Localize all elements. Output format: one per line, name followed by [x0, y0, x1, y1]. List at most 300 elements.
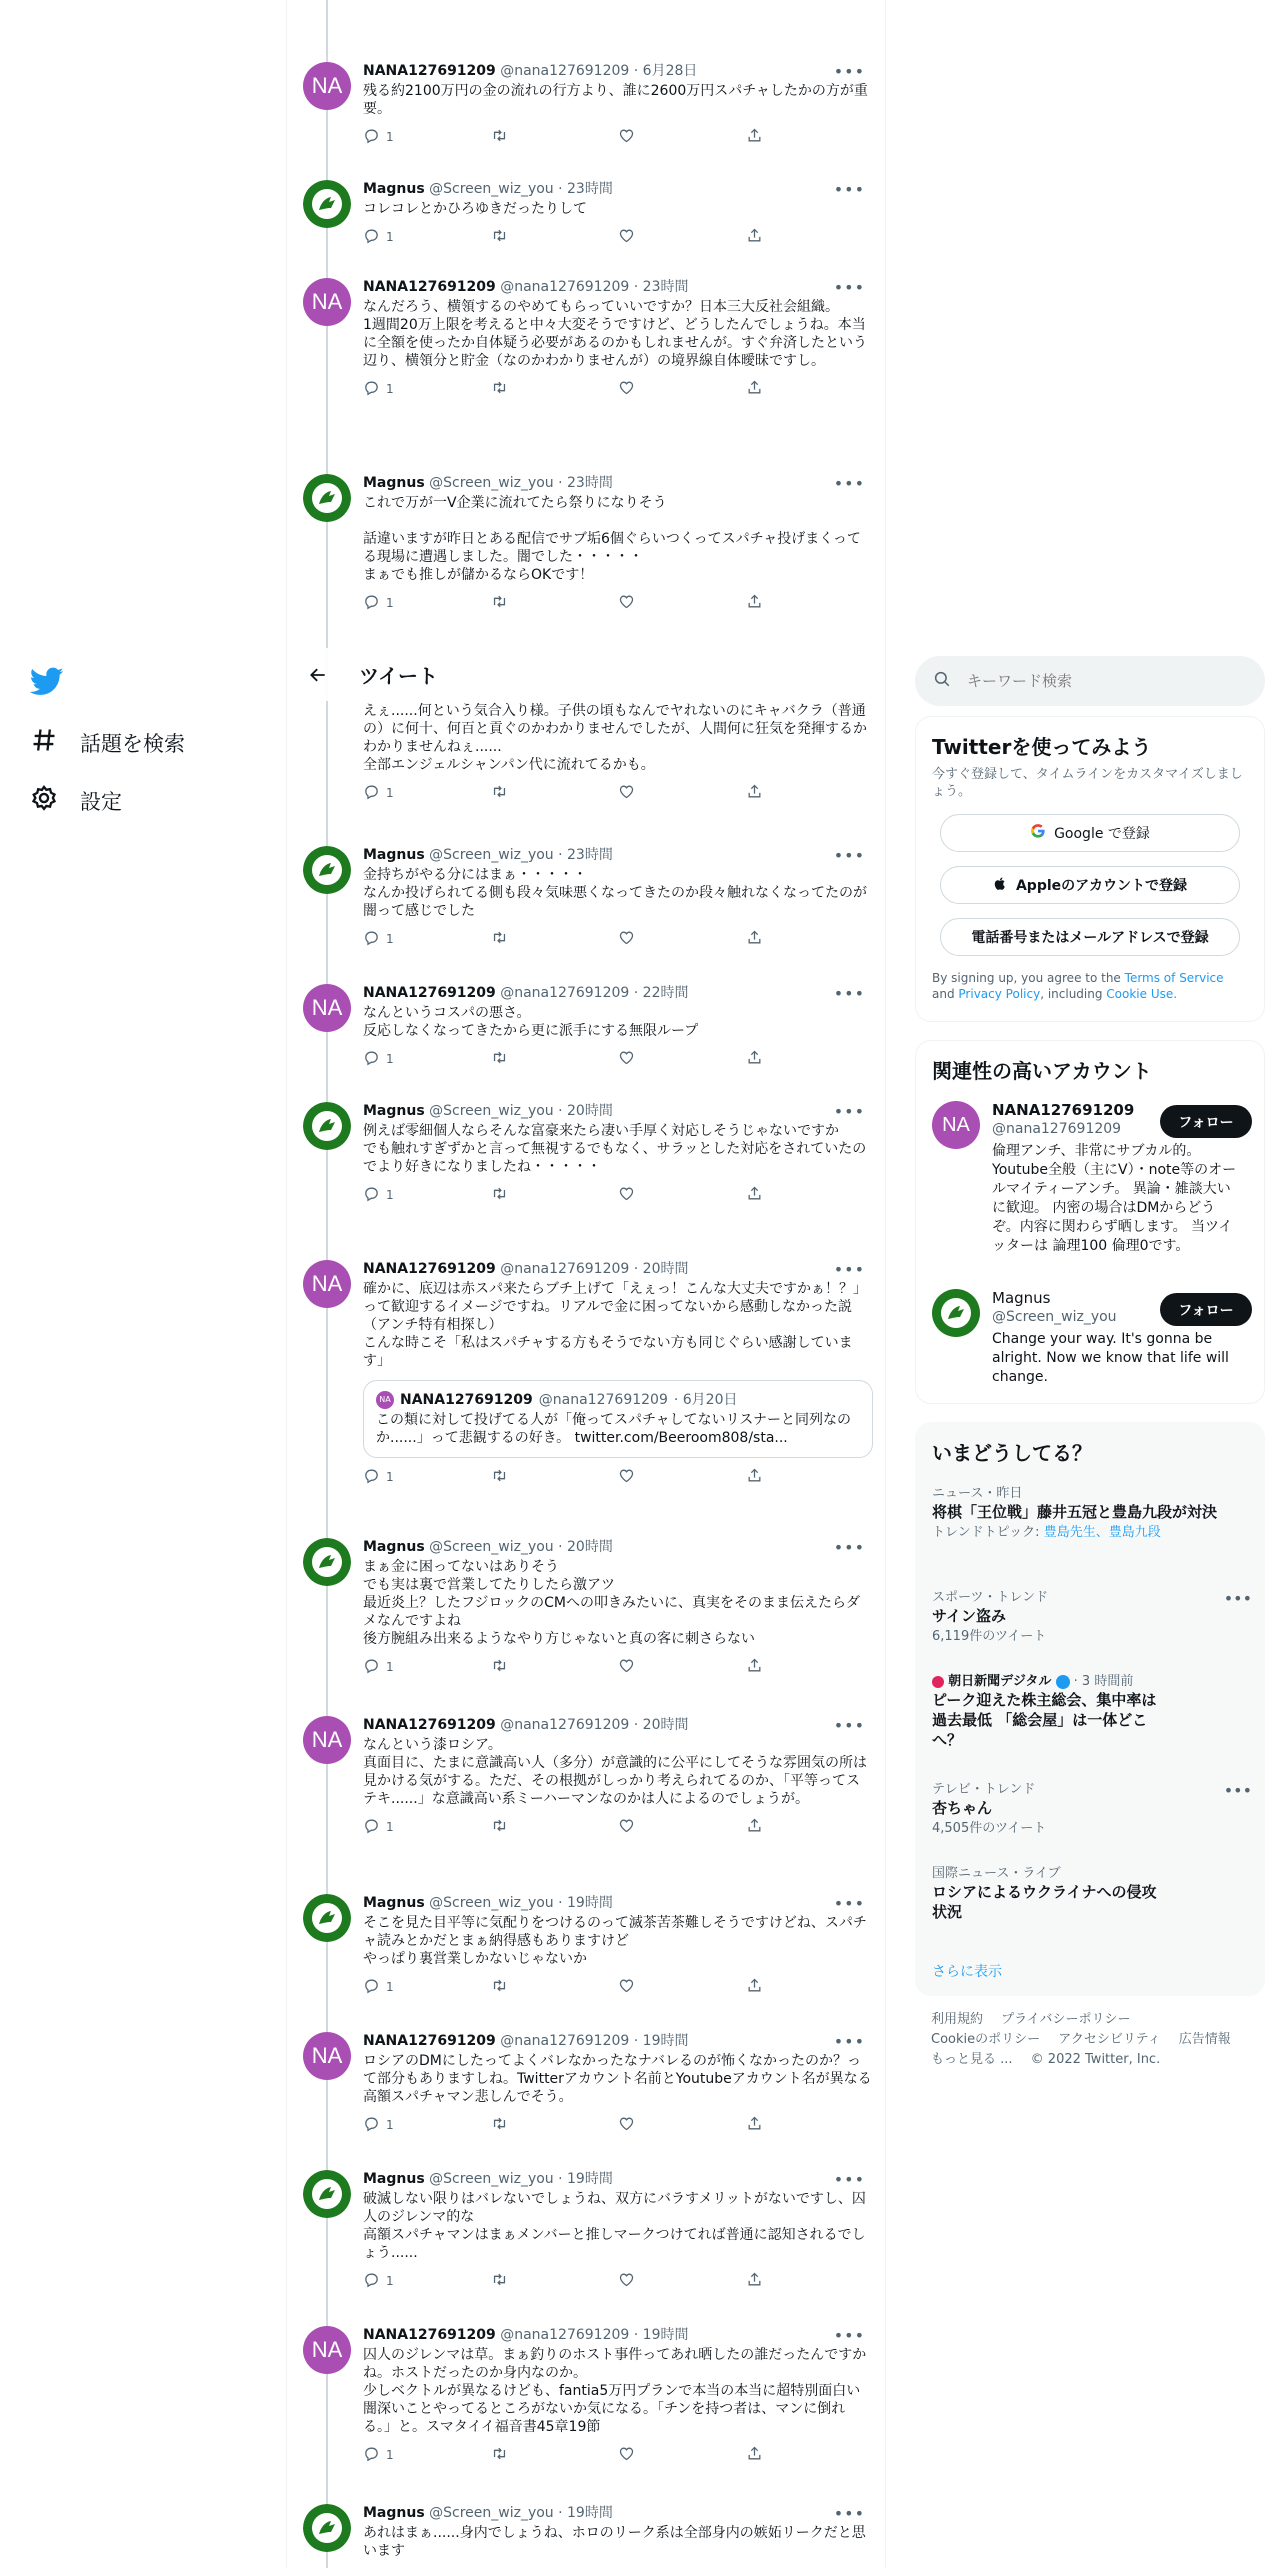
- tweet-author-handle[interactable]: @Screen_wiz_you: [429, 1539, 554, 1555]
- avatar[interactable]: [303, 180, 351, 228]
- share-button[interactable]: [746, 227, 874, 247]
- like-button[interactable]: [618, 379, 746, 399]
- like-button[interactable]: [618, 593, 746, 613]
- quoted-tweet[interactable]: [363, 1380, 873, 1458]
- reply-count: 1: [386, 130, 394, 144]
- tweet-author-name[interactable]: NANA127691209: [363, 2033, 496, 2049]
- reply-count: 1: [386, 1980, 394, 1994]
- share-icon: [746, 1049, 763, 1069]
- retweet-icon: [491, 1467, 508, 1487]
- tweet-header: [363, 1716, 873, 1734]
- avatar[interactable]: [303, 846, 351, 894]
- tweet-timestamp[interactable]: · 23時間: [558, 181, 613, 197]
- tweet-author-name[interactable]: NANA127691209: [363, 63, 496, 79]
- tweet-actions: [363, 228, 873, 246]
- avatar[interactable]: NA: [303, 278, 351, 326]
- reply-button[interactable]: [363, 2115, 491, 2135]
- tweet-author-name[interactable]: NANA127691209: [363, 1717, 496, 1733]
- retweet-button[interactable]: [491, 227, 619, 247]
- footer-accessibility-link[interactable]: アクセシビリティ: [1058, 2032, 1161, 2047]
- reply-button[interactable]: [363, 127, 491, 147]
- reply-button[interactable]: [363, 379, 491, 399]
- avatar[interactable]: NA: [303, 984, 351, 1032]
- retweet-button[interactable]: [491, 1467, 619, 1487]
- trends-title: いまどうしてる？: [932, 1441, 1092, 1465]
- retweet-icon: [491, 2115, 508, 2135]
- tweet-author-name[interactable]: Magnus: [363, 181, 425, 197]
- retweet-button[interactable]: [491, 127, 619, 147]
- heart-icon: [618, 1049, 635, 1069]
- tweet-body: [363, 180, 873, 246]
- reply-button[interactable]: [363, 593, 491, 613]
- tweet-author-handle[interactable]: @nana127691209: [500, 1261, 630, 1277]
- tweet-body: [363, 2326, 873, 2464]
- tweet-header: [363, 1260, 873, 1278]
- reply-icon: [363, 1817, 380, 1837]
- trend-name: ロシアによるウクライナへの侵攻状況: [932, 1883, 1157, 1921]
- nav-explore-label: 話題を検索: [80, 731, 185, 756]
- reply-count: 1: [386, 2274, 394, 2288]
- retweet-icon: [491, 1977, 508, 1997]
- trends-card: [915, 1422, 1265, 1996]
- tweet-header: [363, 1538, 873, 1556]
- page-title: ツイート: [359, 664, 438, 688]
- avatar[interactable]: [303, 1102, 351, 1150]
- reply-button[interactable]: [363, 1817, 491, 1837]
- reply-icon: [363, 1049, 380, 1069]
- tweet-author-handle[interactable]: @Screen_wiz_you: [429, 2171, 554, 2187]
- share-icon: [746, 1185, 763, 1205]
- reply-button[interactable]: [363, 1185, 491, 1205]
- reply-button[interactable]: [363, 1049, 491, 1069]
- tweet-body: [363, 1894, 873, 1996]
- reply-count: 1: [386, 1660, 394, 1674]
- share-button[interactable]: [746, 2445, 874, 2465]
- avatar[interactable]: [303, 1894, 351, 1942]
- account-item[interactable]: [932, 1101, 1252, 1281]
- reply-count: 1: [386, 932, 394, 946]
- tweet-author-handle[interactable]: @nana127691209: [500, 985, 630, 1001]
- trend-meta: [932, 1673, 1252, 1690]
- like-button[interactable]: [618, 1977, 746, 1997]
- retweet-icon: [491, 2271, 508, 2291]
- reply-button[interactable]: [363, 227, 491, 247]
- share-icon: [746, 2445, 763, 2465]
- heart-icon: [618, 1185, 635, 1205]
- twitter-bird-icon[interactable]: [30, 664, 64, 698]
- share-button[interactable]: [746, 2271, 874, 2291]
- heart-icon: [618, 1977, 635, 1997]
- tweet-text: ロシアのDMにしたってよくバレなかったなナバレるのが怖くなかったのか？って部分もありますしね。Twitterアカウント名前とYoutubeアカウント名が異なる高額スパチャマン悲しんでそう。: [363, 2053, 872, 2105]
- retweet-button[interactable]: [491, 1977, 619, 1997]
- tweet-actions: [363, 1818, 873, 1836]
- trend-name: 杏ちゃん: [932, 1799, 993, 1817]
- more-options-icon[interactable]: •••: [833, 1894, 865, 1913]
- avatar: [932, 1289, 980, 1337]
- tweet-actions: [363, 594, 873, 612]
- retweet-button[interactable]: [491, 2445, 619, 2465]
- tweet-header: [363, 846, 873, 864]
- tweet-body: [363, 474, 873, 612]
- trend-item[interactable]: [932, 1673, 1252, 1750]
- share-icon: [746, 1467, 763, 1487]
- trend-tweet-count: 6,119件のツイート: [932, 1629, 1047, 1644]
- tweet-author-name[interactable]: NANA127691209: [363, 2327, 496, 2343]
- more-options-icon[interactable]: •••: [833, 2032, 865, 2051]
- tweet-body: [363, 1102, 873, 1204]
- trend-name: サイン盗み: [932, 1607, 1006, 1625]
- tweet-timestamp[interactable]: · 20時間: [633, 1261, 689, 1277]
- terms-and: and: [932, 987, 955, 1001]
- reply-button[interactable]: [363, 783, 491, 803]
- tweet-author-handle[interactable]: @Screen_wiz_you: [429, 181, 554, 197]
- retweet-icon: [491, 379, 508, 399]
- tweet-author-name[interactable]: Magnus: [363, 1103, 425, 1119]
- reply-count: 1: [386, 2448, 394, 2462]
- like-button[interactable]: [618, 1185, 746, 1205]
- reply-icon: [363, 1467, 380, 1487]
- retweet-icon: [491, 127, 508, 147]
- trend-sub-links[interactable]: 豊島先生、豊島九段: [1043, 1525, 1161, 1540]
- tweet-author-name[interactable]: NANA127691209: [363, 985, 496, 1001]
- reply-icon: [363, 593, 380, 613]
- publisher-logo-icon: [932, 1676, 944, 1688]
- tweet-author-handle[interactable]: @nana127691209: [500, 2033, 630, 2049]
- tweet-author-handle[interactable]: @nana127691209: [500, 2327, 630, 2343]
- retweet-button[interactable]: [491, 2271, 619, 2291]
- more-options-icon[interactable]: •••: [833, 2326, 865, 2345]
- tweet-actions: [363, 2116, 873, 2134]
- tweet-author-handle[interactable]: @Screen_wiz_you: [429, 1103, 554, 1119]
- tweet-body: [363, 984, 873, 1068]
- tweet-author-name[interactable]: NANA127691209: [363, 1261, 496, 1277]
- share-icon: [746, 2271, 763, 2291]
- more-options-icon[interactable]: •••: [833, 1538, 865, 1557]
- quoted-tweet-header: [376, 1391, 860, 1409]
- trend-item[interactable]: [932, 1485, 1252, 1541]
- share-icon: [746, 1657, 763, 1677]
- reply-icon: [363, 227, 380, 247]
- heart-icon: [618, 783, 635, 803]
- tweet-actions: [363, 1186, 873, 1204]
- more-options-icon[interactable]: •••: [833, 1102, 865, 1121]
- trend-meta: 国際ニュース・ライブ: [932, 1866, 1061, 1881]
- avatar[interactable]: NA: [303, 1716, 351, 1764]
- share-icon: [746, 593, 763, 613]
- share-icon: [746, 783, 763, 803]
- tweet-timestamp[interactable]: · 20時間: [633, 1717, 689, 1733]
- tweet-author-name[interactable]: Magnus: [363, 1539, 425, 1555]
- like-button[interactable]: [618, 929, 746, 949]
- like-button[interactable]: [618, 2115, 746, 2135]
- tweet-author-handle[interactable]: @Screen_wiz_you: [429, 847, 554, 863]
- tweet-header: [363, 1102, 873, 1120]
- trend-publisher: 朝日新聞デジタル: [948, 1674, 1052, 1689]
- search-input[interactable]: [967, 672, 1227, 690]
- retweet-button[interactable]: [491, 929, 619, 949]
- tweet-body: [363, 1260, 873, 1486]
- tweet-header: [363, 2326, 873, 2344]
- show-more-link[interactable]: さらに表示: [932, 1964, 1002, 1980]
- trend-item[interactable]: [932, 1781, 1252, 1837]
- like-button[interactable]: [618, 1657, 746, 1677]
- share-button[interactable]: [746, 593, 874, 613]
- heart-icon: [618, 2271, 635, 2291]
- tweet-timestamp[interactable]: · 19時間: [558, 2171, 613, 2187]
- share-button[interactable]: [746, 783, 874, 803]
- like-button[interactable]: [618, 227, 746, 247]
- quoted-author-handle: @nana127691209: [538, 1392, 668, 1408]
- more-options-icon[interactable]: •••: [833, 474, 865, 493]
- reply-icon: [363, 1977, 380, 1997]
- tweet-body: [363, 700, 873, 802]
- tweet-text: なんだろう、横領するのやめてもらっていいですか？日本三大反社会組織。 1週間20万上限を考えると中々大変そうですけど、どうしたんでしょうね。本当に全額を使ったか自体疑う必要があるのかもしれませんが。すぐ弁済したという辺り、横領分と貯金（なのかわかりませんが）の境界線自体曖昧ですし。: [363, 299, 867, 369]
- retweet-icon: [491, 593, 508, 613]
- share-button[interactable]: [746, 1185, 874, 1205]
- terms-of-service-link[interactable]: Terms of Service: [1124, 971, 1224, 985]
- avatar[interactable]: NA: [303, 2032, 351, 2080]
- more-options-icon[interactable]: •••: [833, 1716, 865, 1735]
- share-icon: [746, 929, 763, 949]
- tweet-timestamp[interactable]: · 19時間: [633, 2327, 689, 2343]
- reply-button[interactable]: [363, 1657, 491, 1677]
- left-navigation: [0, 0, 285, 2568]
- tweet-timestamp[interactable]: · 19時間: [558, 1895, 613, 1911]
- retweet-icon: [491, 929, 508, 949]
- tweet-timestamp[interactable]: · 20時間: [558, 1539, 613, 1555]
- footer-cookie-link[interactable]: Cookieのポリシー: [931, 2032, 1041, 2047]
- search-box[interactable]: [915, 656, 1265, 706]
- privacy-policy-link[interactable]: Privacy Policy: [958, 987, 1041, 1001]
- trend-item[interactable]: [932, 1865, 1252, 1922]
- apple-signup-button[interactable]: [940, 866, 1240, 904]
- back-arrow-icon[interactable]: [301, 658, 335, 692]
- tweet-timestamp[interactable]: · 19時間: [558, 2505, 613, 2521]
- tweet-author-name[interactable]: Magnus: [363, 2171, 425, 2187]
- reply-count: 1: [386, 786, 394, 800]
- footer-links: [931, 2010, 1245, 2070]
- verified-badge-icon: [1056, 1675, 1070, 1689]
- tweet-body: [363, 1716, 873, 1836]
- relevant-accounts-card: [915, 1040, 1265, 1404]
- retweet-icon: [491, 1817, 508, 1837]
- reply-count: 1: [386, 1188, 394, 1202]
- tweet-timestamp[interactable]: · 23時間: [558, 475, 613, 491]
- tweet-text: 金持ちがやる分にはまぁ・・・・・ なんか投げられてる側も段々気味悪くなってきたのか段々触れなくなってたのが闇って感じでした: [363, 867, 867, 919]
- tweet-actions: [363, 784, 873, 802]
- tweet-author-handle[interactable]: @Screen_wiz_you: [429, 2505, 554, 2521]
- nav-settings[interactable]: [30, 784, 122, 817]
- share-icon: [746, 1977, 763, 1997]
- heart-icon: [618, 2115, 635, 2135]
- tweet-header: [363, 278, 873, 296]
- tweet-author-name[interactable]: Magnus: [363, 475, 425, 491]
- account-bio: Change your way. It's gonna be alright. Now we know that life will change.: [992, 1331, 1229, 1385]
- tweet-timestamp[interactable]: · 23時間: [558, 847, 613, 863]
- reply-count: 1: [386, 2118, 394, 2132]
- share-button[interactable]: [746, 379, 874, 399]
- share-button[interactable]: [746, 127, 874, 147]
- reply-button[interactable]: [363, 929, 491, 949]
- tweet-actions: [363, 128, 873, 146]
- tweet-author-handle[interactable]: @nana127691209: [500, 279, 630, 295]
- avatar[interactable]: NA: [303, 2326, 351, 2374]
- tweet-text: これで万が一V企業に流れてたら祭りになりそう 話違いますが昨日とある配信でサブ垢6個ぐらいつくってスパチャ投げまくってる現場に遭遇しました。闇でした・・・・・ まぁでも推しが儲かるならOKです！: [363, 495, 861, 583]
- tweet-thread-column: [286, 0, 886, 2568]
- more-options-icon[interactable]: •••: [833, 984, 865, 1003]
- share-button[interactable]: [746, 929, 874, 949]
- retweet-button[interactable]: [491, 1657, 619, 1677]
- footer-privacy-link[interactable]: プライバシーポリシー: [1001, 2012, 1131, 2027]
- tweet-author-handle[interactable]: @nana127691209: [500, 63, 630, 79]
- more-options-icon[interactable]: •••: [833, 1260, 865, 1279]
- footer-terms-link[interactable]: 利用規約: [931, 2012, 984, 2027]
- retweet-button[interactable]: [491, 2115, 619, 2135]
- signup-card: [915, 716, 1265, 1022]
- reply-button[interactable]: [363, 1467, 491, 1487]
- like-button[interactable]: [618, 127, 746, 147]
- like-button[interactable]: [618, 2271, 746, 2291]
- heart-icon: [618, 1467, 635, 1487]
- more-options-icon[interactable]: •••: [1223, 1589, 1252, 1608]
- thread-header: [287, 648, 885, 701]
- tweet-actions: [363, 1050, 873, 1068]
- signup-title: Twitterを使ってみよう: [932, 735, 1152, 759]
- tweet-author-name[interactable]: Magnus: [363, 847, 425, 863]
- reply-button[interactable]: [363, 1977, 491, 1997]
- tweet-timestamp[interactable]: · 19時間: [633, 2033, 689, 2049]
- avatar[interactable]: NA: [303, 1260, 351, 1308]
- heart-icon: [618, 1817, 635, 1837]
- nav-explore[interactable]: [30, 726, 185, 759]
- quoted-author-name: NANA127691209: [400, 1392, 533, 1408]
- like-button[interactable]: [618, 1817, 746, 1837]
- cookie-use-link[interactable]: Cookie Use.: [1106, 987, 1178, 1001]
- avatar: NA: [376, 1391, 394, 1409]
- reply-button[interactable]: [363, 2271, 491, 2291]
- signup-terms: [916, 970, 1264, 1002]
- tweet-actions: [363, 1658, 873, 1676]
- reply-icon: [363, 929, 380, 949]
- more-options-icon[interactable]: •••: [833, 180, 865, 199]
- account-item[interactable]: [932, 1289, 1252, 1399]
- heart-icon: [618, 593, 635, 613]
- tweet-author-name[interactable]: Magnus: [363, 1895, 425, 1911]
- tweet-timestamp[interactable]: · 6月28日: [633, 63, 698, 79]
- trend-name: ピーク迎えた株主総会、集中率は過去最低 「総会屋」は一体どこへ？: [932, 1691, 1157, 1749]
- share-button[interactable]: [746, 1467, 874, 1487]
- avatar[interactable]: [303, 1538, 351, 1586]
- tweet-timestamp[interactable]: · 22時間: [633, 985, 689, 1001]
- phone-signup-label: 電話番号またはメールアドレスで登録: [971, 930, 1209, 946]
- share-button[interactable]: [746, 1657, 874, 1677]
- share-button[interactable]: [746, 1977, 874, 1997]
- footer-more-link[interactable]: もっと見る ...: [931, 2052, 1013, 2067]
- follow-button[interactable]: フォロー: [1160, 1293, 1252, 1326]
- search-icon: [933, 670, 951, 692]
- apple-signup-label: Appleのアカウントで登録: [1015, 878, 1188, 894]
- reply-button[interactable]: [363, 2445, 491, 2465]
- tweet-author-handle[interactable]: @Screen_wiz_you: [429, 475, 554, 491]
- like-button[interactable]: [618, 2445, 746, 2465]
- share-icon: [746, 1817, 763, 1837]
- account-name: NANA127691209: [992, 1101, 1135, 1119]
- tweet-text: えぇ......何という気合入り様。子供の頃もなんでヤれないのにキャバクラ（普通の）に何十、何百と貢ぐのかわかりませんでしたが、人間何に狂気を発揮するかわかりませんねぇ...... 全部エンジェルシャンパン代に流れてるかも。: [363, 703, 867, 773]
- account-bio: 倫理アンチ、非常にサブカル的。Youtube全般（主にV）・note等のオールマイティーアンチ。 異論・雑談大いに歓迎。 内密の場合はDMからどうぞ。内容に関わらず晒します。 当ツイッターは 論理100 倫理0です。: [992, 1143, 1237, 1254]
- like-button[interactable]: [618, 1467, 746, 1487]
- share-icon: [746, 379, 763, 399]
- avatar[interactable]: [303, 474, 351, 522]
- tweet-body: [363, 62, 873, 146]
- tweet-timestamp[interactable]: · 23時間: [633, 279, 689, 295]
- more-options-icon[interactable]: •••: [1223, 1781, 1252, 1800]
- retweet-button[interactable]: [491, 593, 619, 613]
- tweet-header: [363, 1894, 873, 1912]
- more-options-icon[interactable]: •••: [833, 62, 865, 81]
- tweet-author-handle[interactable]: @nana127691209: [500, 1717, 630, 1733]
- tweet-text: なんという漆ロシア。 真面目に、たまに意識高い人（多分）が意識的に公平にしてそうな雰囲気の所は見かける気がする。ただ、その根拠がしっかり考えられてるのか、「平等ってステキ......」な意識高い系ミーハーマンなのかは人によるのでしょうが。: [363, 1737, 867, 1807]
- tweet-author-handle[interactable]: @Screen_wiz_you: [429, 1895, 554, 1911]
- footer-copyright: © 2022 Twitter, Inc.: [1030, 2052, 1161, 2067]
- tweet-timestamp[interactable]: · 20時間: [558, 1103, 613, 1119]
- tweet-text: コレコレとかひろゆきだったりして: [363, 201, 587, 217]
- tweet-text: 確かに、底辺は赤スパ来たらブチ上げて「えぇっ！こんな大丈夫ですかぁ！？」って歓迎するイメージですね。リアルで金に困ってないから感動しなかった説（アンチ特有相探し） こんな時こそ「私はスパチャする方もそうでない方も同じぐらい感謝しています」: [363, 1281, 867, 1369]
- share-button[interactable]: [746, 2115, 874, 2135]
- reply-icon: [363, 379, 380, 399]
- retweet-button[interactable]: [491, 783, 619, 803]
- more-options-icon[interactable]: •••: [833, 278, 865, 297]
- trend-sub-prefix: トレンドトピック:: [932, 1525, 1040, 1540]
- tweet-body: [363, 2170, 873, 2290]
- retweet-button[interactable]: [491, 379, 619, 399]
- share-button[interactable]: [746, 1049, 874, 1069]
- relevant-title: 関連性の高いアカウント: [932, 1059, 1152, 1083]
- trend-item[interactable]: [932, 1589, 1252, 1645]
- avatar[interactable]: NA: [303, 62, 351, 110]
- retweet-button[interactable]: [491, 1817, 619, 1837]
- more-options-icon[interactable]: •••: [833, 2170, 865, 2189]
- gear-icon: [30, 784, 58, 817]
- retweet-button[interactable]: [491, 1049, 619, 1069]
- share-button[interactable]: [746, 1817, 874, 1837]
- google-signup-button[interactable]: [940, 814, 1240, 852]
- tweet-author-name[interactable]: NANA127691209: [363, 279, 496, 295]
- like-button[interactable]: [618, 783, 746, 803]
- share-icon: [746, 227, 763, 247]
- trend-name: 将棋「王位戦」藤井五冠と豊島九段が対決: [932, 1503, 1218, 1521]
- tweet-text: 残る約2100万円の金の流れの行方より、誰に2600万円スパチャしたかの方が重要。: [363, 83, 868, 117]
- google-icon: [1030, 823, 1046, 843]
- tweet-actions: [363, 2446, 873, 2464]
- reply-icon: [363, 2445, 380, 2465]
- more-options-icon[interactable]: •••: [833, 846, 865, 865]
- tweet-actions: [363, 2272, 873, 2290]
- tweet-body: [363, 846, 873, 948]
- retweet-button[interactable]: [491, 1185, 619, 1205]
- follow-button[interactable]: フォロー: [1160, 1105, 1252, 1138]
- tweet-author-name[interactable]: Magnus: [363, 2505, 425, 2521]
- trend-time: · 3 時間前: [1073, 1674, 1134, 1689]
- like-button[interactable]: [618, 1049, 746, 1069]
- reply-icon: [363, 783, 380, 803]
- footer-ads-link[interactable]: 広告情報: [1178, 2032, 1231, 2047]
- avatar[interactable]: [303, 2504, 351, 2552]
- more-options-icon[interactable]: •••: [833, 2504, 865, 2523]
- avatar[interactable]: [303, 2170, 351, 2218]
- phone-email-signup-button[interactable]: [940, 918, 1240, 956]
- signup-subtitle: 今すぐ登録して、タイムラインをカスタマイズしましょう。: [932, 767, 1243, 799]
- share-icon: [746, 127, 763, 147]
